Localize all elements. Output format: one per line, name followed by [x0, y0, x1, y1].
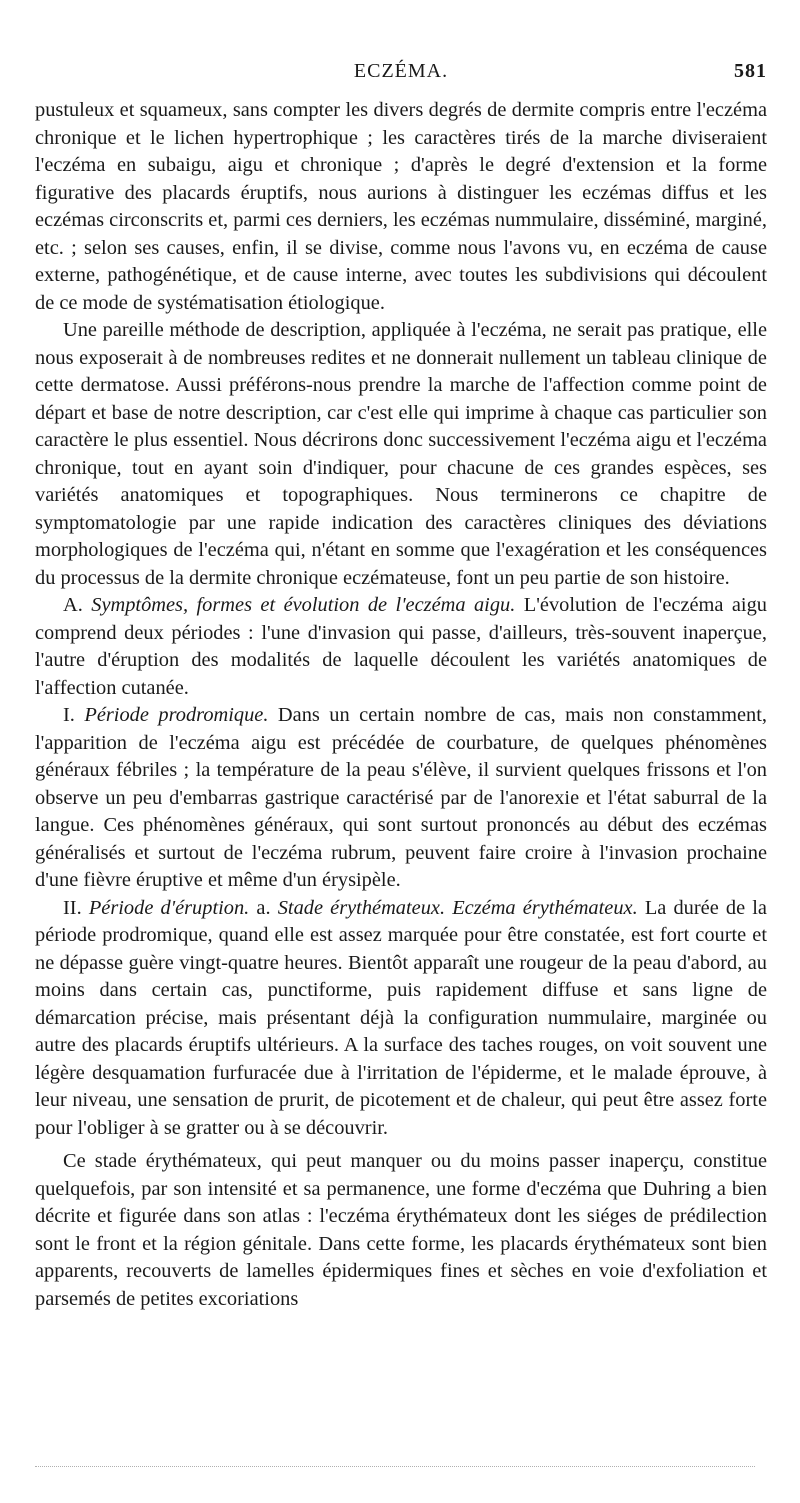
- section-heading: Période d'éruption.: [88, 896, 250, 919]
- section-i-paragraph: [35, 702, 767, 895]
- page-number: 581: [734, 60, 767, 82]
- section-heading: Symptômes, formes et évolution de l'eczéma aigu.: [91, 594, 516, 616]
- body-text: [35, 97, 767, 1313]
- subsection-label: a.: [256, 896, 271, 919]
- paragraph-text: Une pareille méthode de description, appliquée à l'eczéma, ne serait pas pratique, elle nous exposerait à de nombreuses redites et ne donnerait nullement un tableau clinique de cette dermatose. Aussi préférons-nous prendre la marche de l'affection comme point de départ et base de notre description, car c'est elle qui imprime à chaque cas particulier son caractère le plus essentiel. Nous décrirons donc successivement l'eczéma aigu et l'eczéma chronique, tout en ayant soin d'indiquer, pour chacune de ces grandes espèces, ses variétés anatomiques et topographiques. Nous terminerons ce chapitre de symptomatologie par une rapide indication des caractères cliniques des déviations morphologiques de l'eczéma qui, n'étant en somme que l'exagération et les conséquences du processus de la dermite chronique eczémateuse, font un peu partie de son histoire.: [35, 319, 767, 589]
- footer-faint-line: [35, 1466, 755, 1467]
- section-label: I.: [63, 704, 75, 726]
- section-ii-paragraph: [35, 895, 767, 1143]
- paragraph-text: Ce stade érythémateux, qui peut manquer ou du moins passer inaperçu, constitue quelquefois, par son intensité et sa permanence, une forme d'eczéma que Duhring a bien décrite et figurée dans son atlas : l'eczéma érythémateux dont les siéges de prédilection sont le front et la région génitale. Dans cette forme, les placards érythémateux sont bien apparents, recouverts de lamelles épidermiques fines et sèches en voie d'exfoliation et parsemés de petites excoriations: [35, 1150, 767, 1310]
- section-label: A.: [63, 594, 83, 616]
- paragraph-text: Dans un certain nombre de cas, mais non constamment, l'apparition de l'eczéma aigu est précédée de courbature, de quelques phénomènes généraux fébriles ; la température de la peau s'élève, il survient quelques frissons et l'on observe un peu d'embarras gastrique caractérisé par de l'anorexie et l'état saburral de la langue. Ces phénomènes généraux, qui sont surtout prononcés au début des eczémas généralisés et surtout de l'eczéma rubrum, peuvent faire croire à l'invasion prochaine d'une fièvre éruptive et même d'un érysipèle.: [35, 704, 767, 891]
- running-head: [35, 60, 767, 88]
- subsection-heading: Stade érythémateux. Eczéma érythémateux.: [277, 896, 638, 919]
- section-label: II.: [63, 896, 82, 919]
- paragraph-text: La durée de la période prodromique, quand elle est assez marquée pour être constatée, est fort courte et ne dépasse guère vingt-quatre heures. Bientôt apparaît une rougeur de la peau d'abord, au moins dans certain cas, punctiforme, puis rapidement diffuse et sans ligne de démarcation précise, mais présentant déjà la configuration nummulaire, marginée ou autre des placards éruptifs ultérieurs. A la surface des taches rouges, on voit souvent une légère desquamation furfuracée due à l'irritation de l'épiderme, et le malade éprouve, à leur niveau, une sensation de prurit, de picotement et de chaleur, qui peut être assez forte pour l'obliger à se gratter ou à se découvrir.: [35, 896, 767, 1139]
- paragraph-erythematous-stage: [35, 1148, 767, 1313]
- paragraph-text: pustuleux et squameux, sans compter les divers degrés de dermite compris entre l'eczéma chronique et le lichen hypertrophique ; les caractères tirés de la marche diviseraient l'eczéma en subaigu, aigu et chronique ; d'après le degré d'extension et la forme figurative des placards éruptifs, nous aurions à distinguer les eczémas diffus et les eczémas circonscrits et, parmi ces derniers, les eczémas nummulaire, disséminé, marginé, etc. ; selon ses causes, enfin, il se divise, comme nous l'avons vu, en eczéma de cause externe, pathogénétique, et de cause interne, avec toutes les subdivisions qui découlent de ce mode de systématisation étiologique.: [35, 99, 767, 314]
- paragraph-continuation: [35, 97, 767, 317]
- paragraph-method: [35, 317, 767, 592]
- running-head-title: ECZÉMA.: [353, 60, 449, 82]
- section-a-paragraph: [35, 592, 767, 702]
- section-heading: Période prodromique.: [84, 704, 269, 726]
- paragraph-text: L'évolution de l'eczéma aigu comprend deux périodes : l'une d'invasion qui passe, d'ailleurs, très-souvent inaperçue, l'autre d'éruption des modalités de laquelle découlent les variétés anatomiques de l'affection cutanée.: [35, 594, 767, 699]
